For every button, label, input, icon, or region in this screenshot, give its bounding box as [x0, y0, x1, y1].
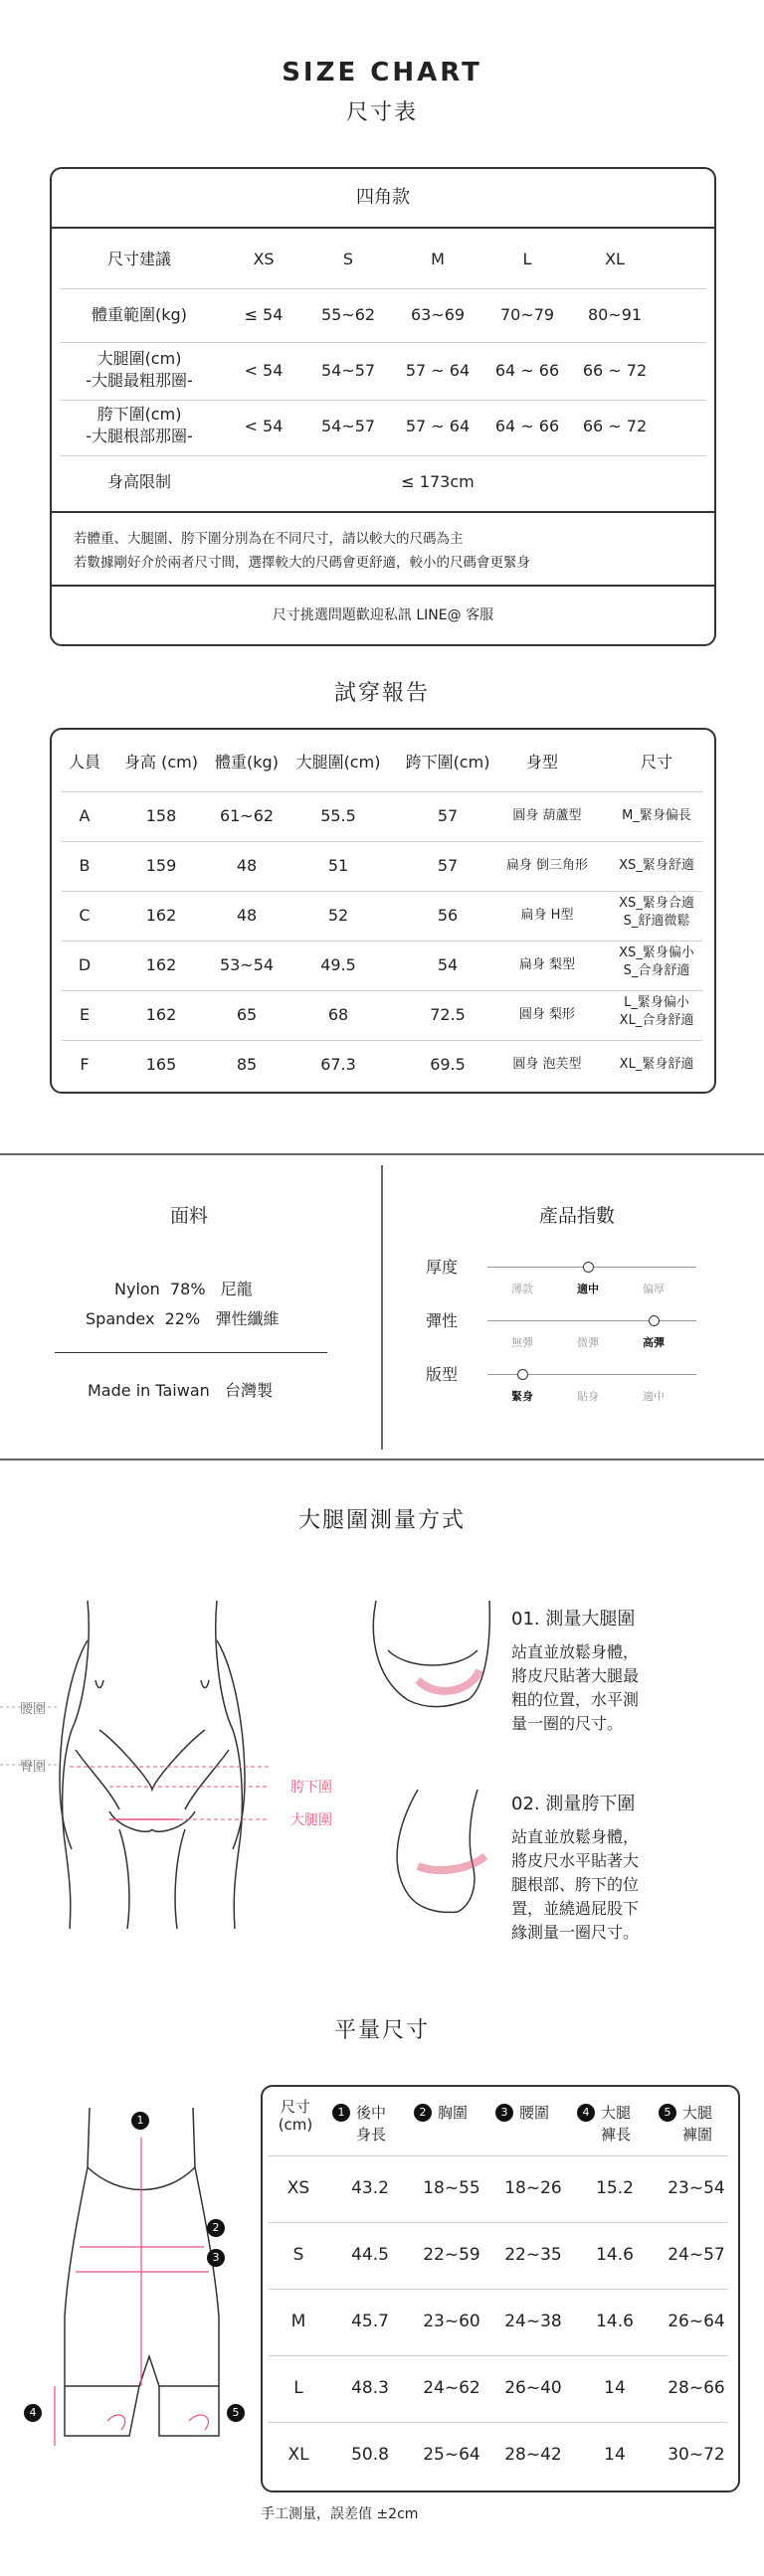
index-scale-option: 偏厚: [643, 1283, 665, 1295]
flat-size-label: XL: [287, 2445, 309, 2465]
flat-value: 28~66: [668, 2378, 725, 2398]
index-scale-name: 版型: [426, 1365, 459, 1384]
size-row-value: 70~79: [499, 305, 555, 324]
size-row-value: 64 ~ 66: [494, 417, 560, 435]
index-scale-option: 微彈: [577, 1336, 599, 1349]
step1-line: 粗的位置，水平測: [511, 1690, 640, 1709]
index-scale-option: 適中: [643, 1390, 665, 1403]
fabric-index-vertical-divider: [381, 1165, 383, 1450]
size-contact-note: 尺寸挑選問題歡迎私訊 LINE@ 客服: [272, 607, 494, 623]
fit-cell-shape: 圓身 梨形: [518, 1007, 576, 1022]
fit-cell-weight: 53~54: [219, 955, 275, 974]
size-row-label: 體重範圍(kg): [92, 305, 187, 324]
fit-cell-size: L_緊身偏小: [624, 995, 689, 1010]
flat-value: 28~42: [504, 2445, 562, 2465]
step2-line: 置，並繞過屁股下: [511, 1899, 640, 1918]
flat-value: 30~72: [668, 2445, 725, 2465]
flat-title: 平量尺寸: [333, 2018, 430, 2043]
size-head-l: L: [522, 250, 532, 268]
flat-head-label: 腰圍: [519, 2104, 550, 2122]
fabric-line-2: Spandex 22% 彈性纖維: [86, 1309, 280, 1328]
fit-report-title: 試穿報告: [333, 681, 430, 706]
flat-value: 26~40: [504, 2378, 562, 2398]
size-row-value: 57 ~ 64: [405, 417, 471, 435]
flat-size-label: XS: [286, 2178, 310, 2198]
fit-cell-person: F: [80, 1055, 90, 1074]
index-scale-marker: [649, 1315, 660, 1326]
index-scale-marker: [517, 1369, 528, 1380]
flat-value: 48.3: [351, 2378, 389, 2398]
fabric-title: 面料: [169, 1205, 208, 1227]
fit-cell-thigh: 68: [327, 1005, 349, 1024]
fit-cell-person: E: [79, 1005, 91, 1024]
index-scale-option: 高彈: [643, 1336, 665, 1349]
step2-title: 02. 測量胯下圍: [511, 1794, 636, 1814]
flat-value: 24~38: [504, 2312, 562, 2331]
step1-line: 將皮尺貼著大腿最: [511, 1666, 640, 1685]
size-head-xs: XS: [253, 250, 275, 268]
fit-cell-size: XS_緊身合適: [619, 896, 694, 911]
flat-value: 23~54: [668, 2178, 725, 2198]
size-row-label: 大腿圍(cm): [96, 349, 182, 368]
flat-value: 26~64: [668, 2312, 725, 2331]
size-row-value: 54~57: [320, 417, 376, 435]
flat-size-label: L: [293, 2378, 303, 2398]
step2-description: [511, 1825, 639, 1945]
size-row-sublabel: -大腿最粗那圈-: [86, 371, 193, 390]
fit-cell-weight: 85: [236, 1055, 258, 1074]
flat-head-label: 褲圍: [682, 2126, 713, 2144]
product-index-title: 產品指數: [538, 1205, 615, 1227]
flat-head-label: 褲長: [601, 2126, 632, 2144]
fit-head: 人員: [68, 753, 100, 772]
flat-value: 25~64: [423, 2445, 480, 2465]
flat-head-number: 4: [577, 2104, 595, 2122]
fit-cell-crotch: 72.5: [430, 1005, 466, 1024]
step2-line: 將皮尺水平貼著大: [511, 1851, 640, 1870]
index-scale-marker: [583, 1262, 594, 1273]
step1-description: [511, 1640, 639, 1736]
size-note-1: 若體重、大腿圍、胯下圍分別為在不同尺寸，請以較大的尺碼為主: [74, 531, 464, 547]
flat-head-label: 大腿: [601, 2104, 632, 2122]
size-row-sublabel: -大腿根部那圈-: [86, 427, 193, 445]
index-scale-option: 適中: [577, 1283, 599, 1295]
index-scale-line: [487, 1320, 696, 1321]
height-limit-label: 身高限制: [106, 472, 171, 491]
index-scale-option: 緊身: [511, 1390, 533, 1403]
fit-cell-size: M_緊身偏長: [622, 808, 691, 823]
flat-value: 18~26: [504, 2178, 562, 2198]
size-table-title-divider: [52, 227, 714, 229]
fit-cell-size: XS_緊身偏小: [619, 945, 694, 960]
flat-head-label: 胸圍: [438, 2104, 469, 2122]
size-row-value: < 54: [244, 417, 284, 435]
fit-cell-crotch: 57: [437, 856, 459, 875]
flat-value: 15.2: [596, 2178, 634, 2198]
fit-cell-weight: 61~62: [219, 806, 275, 825]
size-table-head-label: 尺寸建議: [106, 250, 171, 268]
flat-value: 14: [604, 2445, 626, 2465]
flat-value: 45.7: [351, 2312, 389, 2331]
page-title-en: SIZE CHART: [282, 58, 482, 87]
fit-cell-weight: 48: [236, 856, 258, 875]
flat-head-label: 身長: [356, 2126, 387, 2144]
measure-title: 大腿圍測量方式: [297, 1508, 466, 1533]
label-thigh: 大腿圍: [290, 1812, 332, 1828]
diagram-marker-3: 3: [207, 2249, 225, 2267]
fit-cell-person: A: [79, 806, 91, 825]
index-scale-option: 無彈: [511, 1336, 533, 1349]
size-row-value: 80~91: [587, 305, 643, 324]
fit-cell-crotch: 56: [437, 906, 459, 925]
fit-cell-height: 159: [145, 856, 177, 875]
step2-line: 緣測量一圈尺寸。: [511, 1923, 640, 1942]
flat-value: 14.6: [596, 2312, 634, 2331]
fabric-divider: [55, 1352, 327, 1353]
fit-cell-shape: 扁身 梨型: [518, 957, 576, 972]
flat-value: 44.5: [351, 2245, 389, 2265]
size-row-value: 54~57: [320, 361, 376, 380]
fit-cell-thigh: 67.3: [320, 1055, 356, 1074]
crotch-measure-illustration: [378, 1785, 497, 1934]
fit-cell-height: 165: [145, 1055, 177, 1074]
size-row-value: < 54: [244, 361, 284, 380]
flat-head-number: 3: [495, 2104, 513, 2122]
height-limit-value: ≤ 173cm: [401, 472, 475, 491]
fit-head: 身高 (cm): [124, 753, 198, 772]
step2-line: 站直並放鬆身體，: [511, 1827, 640, 1846]
flat-value: 50.8: [351, 2445, 389, 2465]
section-divider: [0, 1459, 764, 1460]
page-title-zh: 尺寸表: [345, 100, 418, 125]
flat-value: 24~57: [668, 2245, 725, 2265]
fit-cell-weight: 48: [236, 906, 258, 925]
size-table-title: 四角款: [356, 187, 410, 208]
size-row-label: 胯下圍(cm): [96, 405, 182, 424]
fit-cell-height: 162: [145, 1005, 177, 1024]
size-row-value: ≤ 54: [244, 305, 284, 324]
fit-cell-size: XL_合身舒適: [619, 1013, 694, 1028]
size-head-m: M: [431, 250, 445, 268]
flat-head-label: 大腿: [682, 2104, 713, 2122]
fit-cell-weight: 65: [236, 1005, 258, 1024]
size-row-value: 66 ~ 72: [582, 361, 648, 380]
fit-head: 大腿圍(cm): [295, 753, 381, 772]
flat-value: 24~62: [423, 2378, 480, 2398]
fit-cell-size: S_舒適微鬆: [623, 914, 690, 929]
flat-head-number: 2: [414, 2104, 432, 2122]
flat-value: 22~35: [504, 2245, 562, 2265]
fit-cell-height: 158: [145, 806, 177, 825]
fit-cell-crotch: 69.5: [430, 1055, 466, 1074]
fit-cell-crotch: 57: [437, 806, 459, 825]
thigh-measure-illustration: [368, 1591, 497, 1720]
flat-value: 14: [604, 2378, 626, 2398]
diagram-marker-1: 1: [131, 2112, 149, 2130]
fit-cell-height: 162: [145, 906, 177, 925]
label-hip: 臀圍: [20, 1760, 47, 1775]
diagram-marker-2: 2: [207, 2219, 225, 2237]
fit-cell-person: D: [78, 955, 92, 974]
fit-cell-thigh: 49.5: [320, 955, 356, 974]
size-row-value: 57 ~ 64: [405, 361, 471, 380]
garment-diagram: [20, 2088, 259, 2486]
fit-cell-height: 162: [145, 955, 177, 974]
body-measure-illustration: [0, 1581, 368, 1939]
size-row-value: 63~69: [410, 305, 466, 324]
fit-head: 尺寸: [640, 753, 672, 772]
fit-cell-thigh: 55.5: [320, 806, 356, 825]
fit-head: 跨下圍(cm): [405, 753, 490, 772]
step2-line: 腿根部、胯下的位: [511, 1875, 640, 1894]
fit-cell-size: S_合身舒適: [623, 963, 690, 978]
flat-head-number: 1: [332, 2104, 350, 2122]
index-scale-name: 彈性: [426, 1311, 459, 1330]
index-scale-name: 厚度: [426, 1258, 459, 1277]
flat-value: 14.6: [596, 2245, 634, 2265]
fit-cell-thigh: 52: [327, 906, 349, 925]
fit-cell-shape: 圓身 葫蘆型: [512, 808, 582, 823]
flat-footnote: 手工測量，誤差值 ±2cm: [261, 2506, 419, 2522]
fit-head: 體重(kg): [215, 753, 279, 772]
index-scale-option: 貼身: [577, 1390, 599, 1403]
fit-cell-size: XS_緊身舒適: [619, 858, 694, 873]
fit-cell-person: B: [79, 856, 91, 875]
size-head-xl: XL: [605, 250, 625, 268]
flat-size-label: M: [290, 2312, 306, 2331]
diagram-marker-5: 5: [227, 2404, 245, 2422]
flat-size-label: S: [292, 2245, 304, 2265]
size-row-value: 66 ~ 72: [582, 417, 648, 435]
fit-cell-shape: 扁身 H型: [520, 908, 574, 923]
fit-head: 身型: [525, 753, 558, 772]
flat-value: 18~55: [423, 2178, 480, 2198]
size-row-value: 64 ~ 66: [494, 361, 560, 380]
fit-cell-person: C: [79, 906, 91, 925]
fit-cell-shape: 圓身 泡芙型: [512, 1057, 582, 1072]
step1-title: 01. 測量大腿圍: [511, 1609, 636, 1630]
section-divider: [0, 1153, 764, 1155]
size-head-s: S: [342, 250, 354, 268]
flat-head-label: 後中: [356, 2104, 387, 2122]
index-scale-option: 薄款: [511, 1283, 533, 1295]
flat-value: 43.2: [351, 2178, 389, 2198]
step1-line: 量一圈的尺寸。: [511, 1714, 624, 1733]
size-row-value: 55~62: [320, 305, 376, 324]
flat-head-number: 5: [659, 2104, 676, 2122]
step1-line: 站直並放鬆身體，: [511, 1642, 640, 1661]
fit-cell-size: XL_緊身舒適: [619, 1057, 694, 1072]
fit-cell-thigh: 51: [327, 856, 349, 875]
label-crotch: 胯下圍: [290, 1780, 332, 1796]
diagram-marker-4: 4: [24, 2404, 42, 2422]
fit-cell-shape: 扁身 倒三角形: [505, 858, 589, 873]
made-in-label: Made in Taiwan 台灣製: [88, 1381, 274, 1400]
fit-cell-crotch: 54: [437, 955, 459, 974]
flat-value: 23~60: [423, 2312, 480, 2331]
fabric-line-1: Nylon 78% 尼龍: [114, 1280, 253, 1298]
size-note-2: 若數據剛好介於兩者尺寸間，選擇較大的尺碼會更舒適，較小的尺碼會更緊身: [74, 555, 530, 571]
flat-value: 22~59: [423, 2245, 480, 2265]
label-waist: 腰圍: [20, 1702, 47, 1717]
flat-unit-head: 尺寸 (cm): [278, 2098, 313, 2134]
